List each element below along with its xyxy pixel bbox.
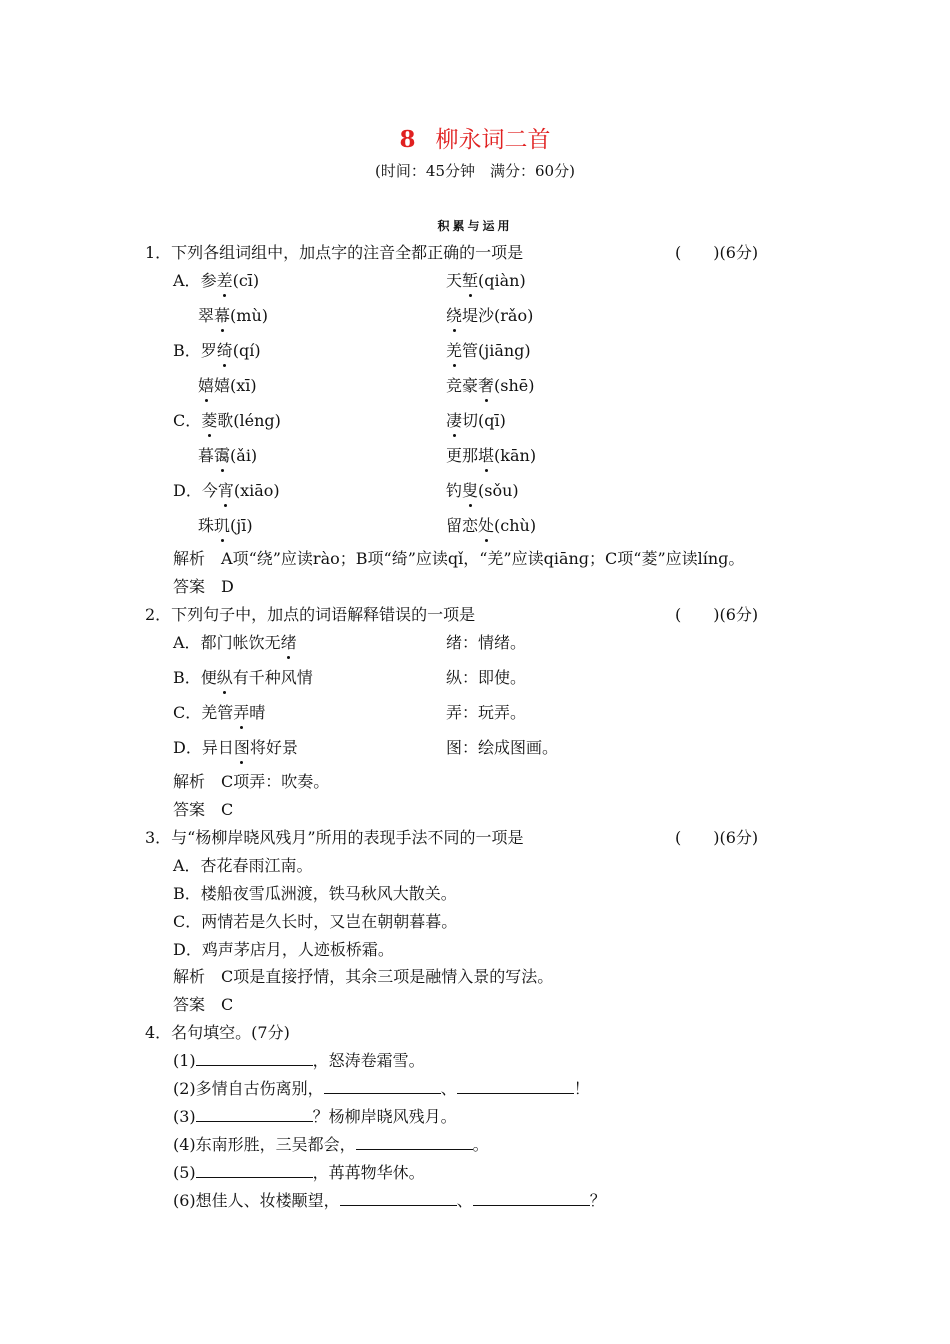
text: 今 <box>201 481 218 500</box>
q2-option-d-explanation: 图：绘成图画。 <box>446 738 559 757</box>
text: 嬉(xī) <box>214 376 257 395</box>
option-label: C． <box>173 411 202 430</box>
text: ？杨柳岸晓风残月。 <box>312 1107 457 1126</box>
dotted-char: 纵 <box>217 665 233 691</box>
dotted-char: 霭 <box>214 443 230 469</box>
text: 将好景 <box>249 738 298 757</box>
q1-option-d-1[interactable] <box>173 478 280 504</box>
text: (xiāo) <box>233 481 280 500</box>
dotted-char: 羌 <box>446 338 462 364</box>
text: 暮 <box>198 446 215 465</box>
q1-option-a-2 <box>446 268 526 294</box>
dotted-char: 图 <box>234 735 250 761</box>
text: (cī) <box>232 271 260 290</box>
text: (sǒu) <box>478 481 519 500</box>
q1-option-b-3 <box>198 373 257 399</box>
text: 珠 <box>198 516 215 535</box>
text: 天 <box>446 271 463 290</box>
option-label: D． <box>173 738 202 757</box>
text: (qiàn) <box>478 271 526 290</box>
q1-analysis <box>173 546 744 572</box>
text: (qí) <box>232 341 261 360</box>
dotted-char: 嬉 <box>198 373 214 399</box>
analysis-text: C项弄：吹奏。 <box>221 772 330 791</box>
text: 管(jiāng) <box>462 341 531 360</box>
dotted-char: 菱 <box>201 408 217 434</box>
option-label: A． <box>173 271 201 290</box>
text: 竞豪 <box>446 376 479 395</box>
q4-item-4 <box>173 1132 489 1158</box>
text: (shē) <box>494 376 535 395</box>
q1-option-d-4 <box>446 513 536 539</box>
text: (4)东南形胜，三吴都会， <box>173 1135 356 1154</box>
dotted-char: 堪 <box>478 443 494 469</box>
text: 堤沙(rǎo) <box>462 306 534 325</box>
dotted-char: 处 <box>478 513 494 539</box>
fill-blank[interactable] <box>356 1133 473 1150</box>
lesson-title: 柳永词二首 <box>435 127 551 153</box>
dotted-char: 凄 <box>446 408 462 434</box>
q1-option-b-2 <box>446 338 531 364</box>
dotted-char: 玑 <box>214 513 230 539</box>
q1-option-a-3 <box>198 303 268 329</box>
fill-blank[interactable] <box>473 1189 590 1206</box>
text: 参 <box>200 271 217 290</box>
q2-stem: 2．下列句子中，加点的词语解释错误的一项是 <box>145 605 476 624</box>
q4-item-5 <box>173 1160 425 1186</box>
text: 。 <box>472 1135 489 1154</box>
text: 、 <box>440 1079 457 1098</box>
dotted-char: 绪 <box>281 630 297 656</box>
option-label: C． <box>173 703 202 722</box>
answer-label: 答案 <box>173 577 206 596</box>
analysis-label: 解析 <box>173 772 206 791</box>
text: 切(qī) <box>462 411 506 430</box>
q2-option-c[interactable] <box>173 700 265 726</box>
q3-stem: 3．与“杨柳岸晓风残月”所用的表现手法不同的一项是 <box>145 828 524 847</box>
q4-item-3 <box>173 1104 457 1130</box>
q2-option-b-explanation: 纵：即使。 <box>446 668 527 687</box>
text: (5) <box>173 1163 196 1182</box>
analysis-label: 解析 <box>173 549 206 568</box>
q1-score: ( )(6分) <box>675 243 759 262</box>
analysis-text: C项是直接抒情，其余三项是融情入景的写法。 <box>221 967 554 986</box>
q2-analysis <box>173 769 329 795</box>
text: (kān) <box>494 446 537 465</box>
text: (ǎi) <box>230 446 258 465</box>
text: ？ <box>589 1191 606 1210</box>
answer-text: C <box>221 800 234 819</box>
q3-option-b[interactable]: B．楼船夜雪瓜洲渡，铁马秋风大散关。 <box>173 884 457 903</box>
q1-option-c-2 <box>446 408 506 434</box>
dotted-char: 绕 <box>446 303 462 329</box>
option-label: A． <box>173 633 201 652</box>
text: ，苒苒物华休。 <box>312 1163 425 1182</box>
q3-answer <box>173 992 233 1018</box>
q2-score: ( )(6分) <box>675 605 759 624</box>
dotted-char: 奢 <box>478 373 494 399</box>
q2-option-c-explanation: 弄：玩弄。 <box>446 703 527 722</box>
text: (mù) <box>230 306 268 325</box>
text: 便 <box>200 668 217 687</box>
text: (chù) <box>494 516 537 535</box>
fill-blank[interactable] <box>196 1161 313 1178</box>
text: 羌管 <box>201 703 234 722</box>
text: 歌(léng) <box>217 411 281 430</box>
text: ，怒涛卷霜雪。 <box>312 1051 425 1070</box>
analysis-text: A项“绕”应读rào；B项“绮”应读qǐ，“羌”应读qiānɡ；C项“菱”应读línɡ。 <box>221 549 745 568</box>
text: 有千种风情 <box>232 668 313 687</box>
option-label: B． <box>173 668 201 687</box>
q1-answer <box>173 574 234 600</box>
fill-blank[interactable] <box>457 1077 574 1094</box>
q1-option-d-3 <box>198 513 253 539</box>
section-heading: 积累与运用 <box>437 219 513 233</box>
q1-stem: 1．下列各组词组中，加点字的注音全都正确的一项是 <box>145 243 524 262</box>
text: (1) <box>173 1051 196 1070</box>
q2-answer <box>173 797 233 823</box>
q1-option-a-4 <box>446 303 533 329</box>
dotted-char: 弄 <box>233 700 249 726</box>
text: (jī) <box>230 516 253 535</box>
answer-label: 答案 <box>173 995 206 1014</box>
text: 更那 <box>446 446 479 465</box>
text: ！ <box>573 1079 590 1098</box>
text: (2)多情自古伤离别， <box>173 1079 324 1098</box>
q3-option-d[interactable]: D．鸡声茅店月，人迹板桥霜。 <box>173 940 394 959</box>
time-score-info: (时间：45分钟 满分：60分) <box>375 162 575 180</box>
text: 留恋 <box>446 516 479 535</box>
q2-option-a[interactable] <box>173 630 297 656</box>
lesson-number: 8 <box>399 126 416 153</box>
text: (6)想佳人、妆楼颙望， <box>173 1191 340 1210</box>
text: 晴 <box>249 703 266 722</box>
option-label: D． <box>173 481 202 500</box>
text: 都门帐饮无 <box>200 633 281 652</box>
dotted-char: 堑 <box>462 268 478 294</box>
dotted-char: 绮 <box>217 338 233 364</box>
q1-option-b-4 <box>446 373 535 399</box>
text: 翠 <box>198 306 215 325</box>
q1-option-a-1[interactable] <box>173 268 259 294</box>
text: (3) <box>173 1107 196 1126</box>
fill-blank[interactable] <box>196 1105 313 1122</box>
q4-stem: 4．名句填空。(7分) <box>145 1023 290 1042</box>
text: 、 <box>456 1191 473 1210</box>
q4-item-1 <box>173 1048 425 1074</box>
q4-item-6 <box>173 1188 606 1214</box>
q4-item-2 <box>173 1076 590 1102</box>
answer-text: D <box>221 577 234 596</box>
text: 钓 <box>446 481 463 500</box>
q1-option-b-1[interactable] <box>173 338 261 364</box>
q2-option-b[interactable] <box>173 665 313 691</box>
q3-score: ( )(6分) <box>675 828 759 847</box>
q3-option-a[interactable]: A．杏花春雨江南。 <box>173 856 313 875</box>
analysis-label: 解析 <box>173 967 206 986</box>
dotted-char: 叟 <box>462 478 478 504</box>
fill-blank[interactable] <box>196 1049 313 1066</box>
text: 罗 <box>200 341 217 360</box>
dotted-char: 宵 <box>218 478 234 504</box>
q2-option-a-explanation: 绪：情绪。 <box>446 633 527 652</box>
fill-blank[interactable] <box>340 1189 457 1206</box>
answer-text: C <box>221 995 234 1014</box>
q2-option-d[interactable] <box>173 735 298 761</box>
q1-option-d-2 <box>446 478 519 504</box>
fill-blank[interactable] <box>324 1077 441 1094</box>
q3-option-c[interactable]: C．两情若是久长时，又岂在朝朝暮暮。 <box>173 912 458 931</box>
q1-option-c-1[interactable] <box>173 408 281 434</box>
dotted-char: 幕 <box>214 303 230 329</box>
q1-option-c-4 <box>446 443 536 469</box>
dotted-char: 差 <box>217 268 233 294</box>
q1-option-c-3 <box>198 443 257 469</box>
page-title <box>0 121 950 154</box>
q3-analysis <box>173 964 553 990</box>
answer-label: 答案 <box>173 800 206 819</box>
option-label: B． <box>173 341 201 360</box>
text: 异日 <box>201 738 234 757</box>
